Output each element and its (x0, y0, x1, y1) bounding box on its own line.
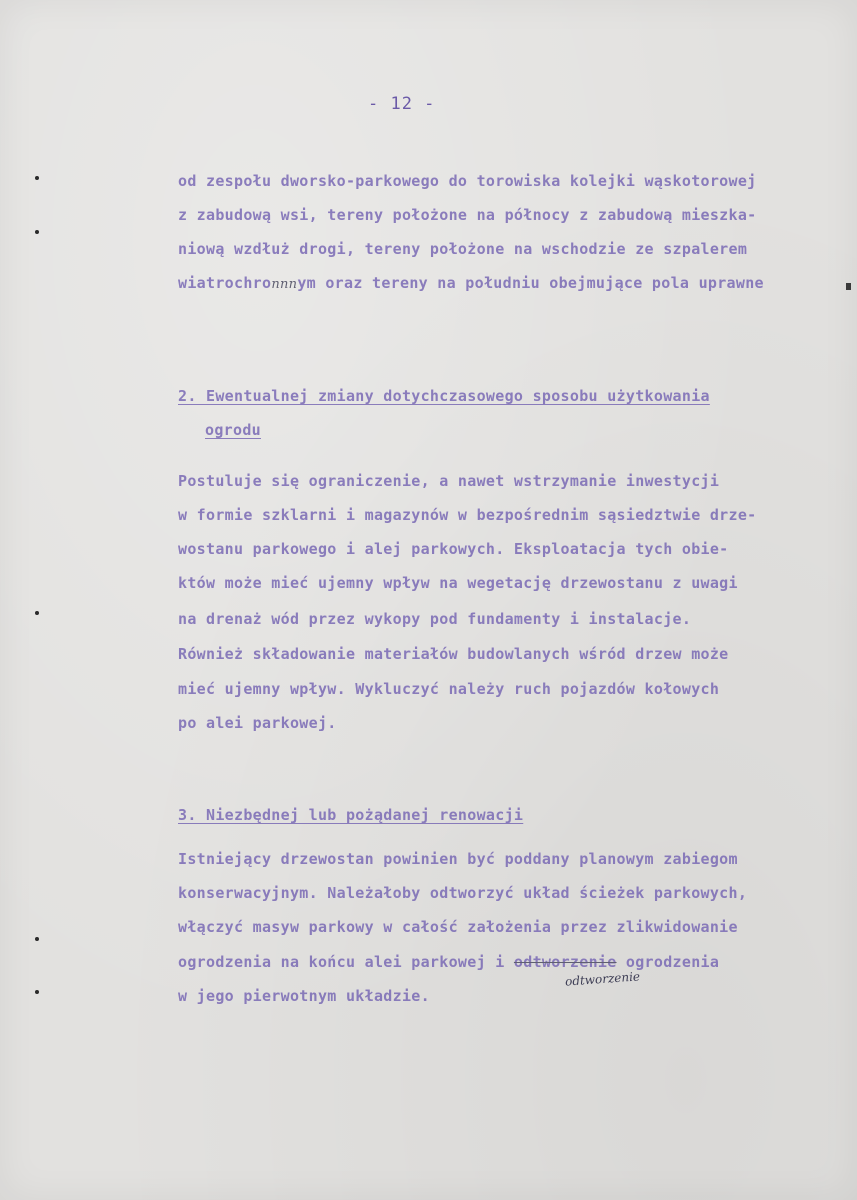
paragraph-line: któw może mieć ujemny wpływ na wegetację drzewostanu z uwagi (178, 574, 738, 592)
paragraph-line (178, 274, 764, 292)
paragraph-line: na drenaż wód przez wykopy pod fundamenty i instalacje. (178, 610, 692, 628)
punch-hole (35, 937, 39, 941)
paragraph-line: konserwacyjnym. Należałoby odtworzyć układ ścieżek parkowych, (178, 884, 748, 902)
punch-hole (35, 611, 39, 615)
paragraph-line: Postuluje się ograniczenie, a nawet wstrzymanie inwestycji (178, 472, 720, 490)
paragraph-line: włączyć masyw parkowy w całość założenia przez zlikwidowanie (178, 918, 738, 936)
punch-hole (35, 990, 39, 994)
full-stop-mark (846, 283, 851, 290)
text-fragment: ogrodzenia na końcu alei parkowej i (178, 953, 514, 971)
punch-hole (35, 230, 39, 234)
text-fragment: ym oraz tereny na południu obejmujące pola uprawne (297, 274, 764, 292)
section-heading-continued: ogrodu (205, 421, 261, 439)
paragraph-line: w formie szklarni i magazynów w bezpośrednim sąsiedztwie drze- (178, 506, 757, 524)
text-fragment: ogrodzenia (616, 953, 720, 971)
section-heading: 3. Niezbędnej lub pożądanej renowacji (178, 806, 524, 824)
paragraph-line: niową wzdłuż drogi, tereny położone na wschodzie ze szpalerem (178, 240, 748, 258)
paragraph-line: od zespołu dworsko-parkowego do torowiska kolejki wąskotorowej (178, 172, 757, 190)
paragraph-line: Również składowanie materiałów budowlanych wśród drzew może (178, 645, 729, 663)
punch-hole (35, 176, 39, 180)
paragraph-line: po alei parkowej. (178, 714, 337, 732)
page-number: - 12 - (368, 94, 436, 114)
paragraph-line: w jego pierwotnym układzie. (178, 987, 430, 1005)
handwritten-insertion: nnn (271, 277, 298, 292)
text-fragment: wiatrochro (178, 274, 272, 292)
handwritten-correction: odtworzenie (564, 969, 641, 989)
paragraph-line: wostanu parkowego i alej parkowych. Eksploatacja tych obie- (178, 540, 729, 558)
section-heading: 2. Ewentualnej zmiany dotychczasowego sposobu użytkowania (178, 387, 710, 405)
paragraph-line: z zabudową wsi, tereny położone na północy z zabudową mieszka- (178, 206, 757, 224)
struck-word: odtworzenie (513, 953, 617, 971)
paragraph-line (178, 953, 719, 971)
paragraph-line: Istniejący drzewostan powinien być poddany planowym zabiegom (178, 850, 738, 868)
paragraph-line: mieć ujemny wpływ. Wykluczyć należy ruch pojazdów kołowych (178, 680, 720, 698)
